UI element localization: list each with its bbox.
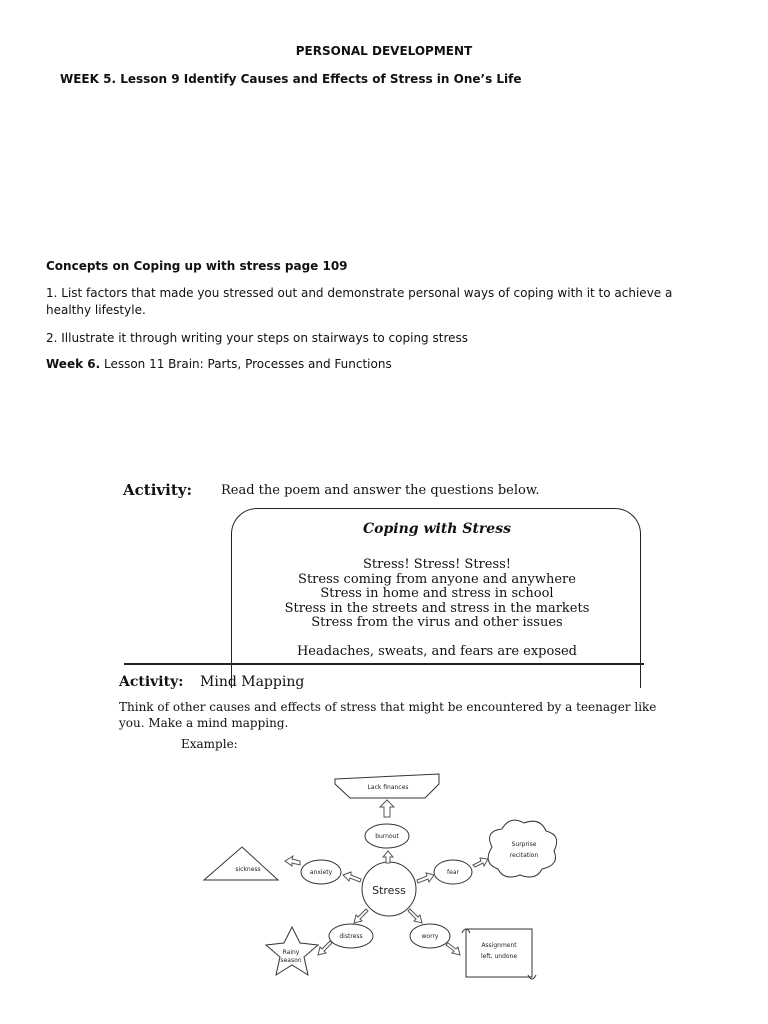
node-fear: fear <box>447 869 459 876</box>
node-rainy-line2: season <box>280 957 302 964</box>
poem-line <box>231 631 643 645</box>
poem-line: Stress in the streets and stress in the markets <box>284 600 590 616</box>
node-assignment-line2: left, undone <box>480 953 518 960</box>
arrow <box>417 873 434 883</box>
arrow <box>354 909 368 923</box>
poem-content <box>231 508 643 665</box>
node-anxiety: anxiety <box>309 869 333 876</box>
instruction-item-2: 2. Illustrate it through writing your steps on stairways to coping stress <box>46 331 468 345</box>
sickness-shape <box>204 847 278 880</box>
activity1-instruction: Read the poem and answer the questions below. <box>221 483 540 498</box>
activity1-label: Activity: <box>123 481 192 499</box>
surprise-cloud-shape <box>488 820 557 877</box>
example-label: Example: <box>181 737 238 751</box>
week5-heading: WEEK 5. Lesson 9 Identify Causes and Effects of Stress in One’s Life <box>60 72 522 86</box>
activity2-instruction: Think of other causes and effects of stress that might be encountered by a teenager like you. Make a mind mapping. <box>119 700 657 730</box>
node-surprise-line2: recitation <box>509 852 539 859</box>
arrow <box>318 941 332 955</box>
panel-divider <box>124 663 644 665</box>
node-rainy-line1: Rainy <box>282 949 300 956</box>
node-sickness: sickness <box>235 866 261 873</box>
arrow <box>285 856 300 866</box>
node-assignment-line1: Assignment <box>481 942 517 949</box>
arrow <box>473 858 488 867</box>
document-title: PERSONAL DEVELOPMENT <box>295 44 473 58</box>
poem-line: Headaches, sweats, and fears are exposed <box>296 643 578 659</box>
poem-line: Stress coming from anyone and anywhere <box>298 571 576 587</box>
node-surprise-line1: Surprise <box>511 841 537 848</box>
mind-map-diagram <box>200 765 570 990</box>
week6-label: Week 6. <box>46 357 101 371</box>
concepts-heading: Concepts on Coping up with stress page 109 <box>46 259 348 273</box>
arrow <box>383 851 393 863</box>
arrow <box>343 872 361 882</box>
node-distress: distress <box>339 933 363 940</box>
poem-line: Stress in home and stress in school <box>320 586 554 601</box>
activity2-title: Mind Mapping <box>200 674 305 690</box>
poem-title: Coping with Stress <box>363 521 511 537</box>
node-stress-center: Stress <box>372 884 406 897</box>
arrow <box>380 800 394 817</box>
node-burnout: burnout <box>375 833 399 840</box>
arrow <box>446 943 460 955</box>
week6-lesson: Lesson 11 Brain: Parts, Processes and Functions <box>100 357 392 371</box>
poem-lines <box>231 558 643 659</box>
poem-line: Stress! Stress! Stress! <box>362 557 512 572</box>
arrow <box>408 909 422 923</box>
week6-heading <box>46 357 392 371</box>
poem-line: Stress from the virus and other issues <box>311 615 563 630</box>
activity2-label: Activity: <box>119 674 184 690</box>
node-worry: worry <box>421 933 439 940</box>
node-lack-finances: Lack finances <box>367 784 409 791</box>
instruction-item-1: 1. List factors that made you stressed out and demonstrate personal ways of coping with it to achieve a healthy lifestyle. <box>46 286 673 317</box>
